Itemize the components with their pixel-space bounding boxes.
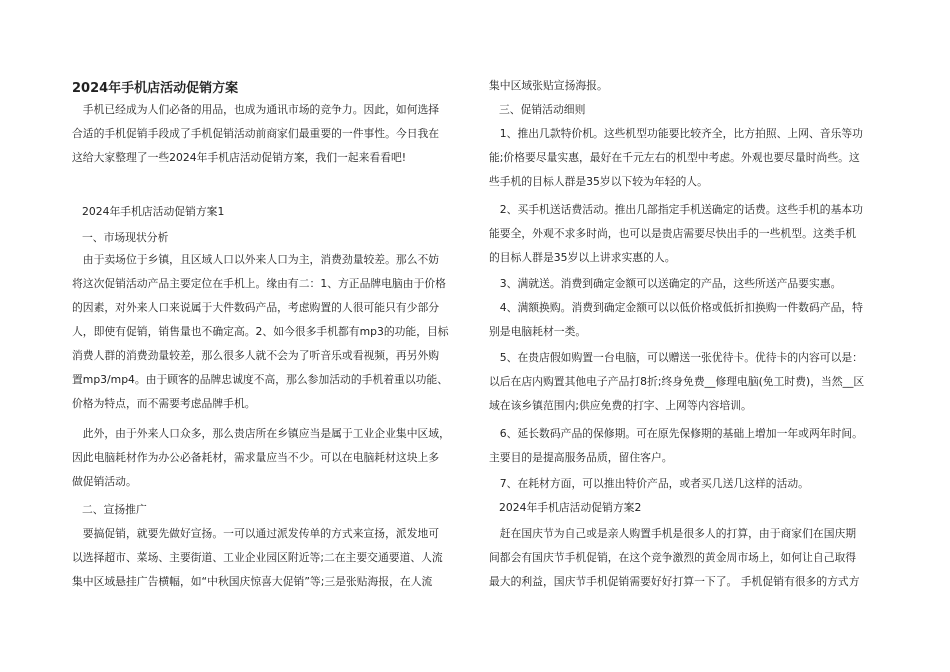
section-heading-promotion bbox=[82, 498, 147, 522]
text-line: 最大的利益，国庆节手机促销需要好好打算一下了。 手机促销有很多的方式方 bbox=[489, 575, 860, 588]
text-line: 此外，由于外来人口众多，那么贵店所在乡镇应当是属于工业企业集中区域， bbox=[72, 427, 450, 440]
heading-text: 一、市场现状分析 bbox=[82, 231, 169, 244]
text-line: 要搞促销，就要先做好宣扬。一可以通过派发传单的方式来宣扬，派发地可 bbox=[72, 527, 440, 540]
document-title: 2024年手机店活动促销方案 bbox=[72, 81, 239, 96]
heading-text: 2024年手机店活动促销方案2 bbox=[499, 501, 642, 514]
rule-4-paragraph bbox=[489, 296, 863, 344]
consumables-paragraph bbox=[72, 422, 450, 494]
text-line: 价格为特点，而不需要考虑品牌手机。 bbox=[72, 397, 256, 410]
text-line: 做促销活动。 bbox=[72, 475, 137, 488]
rule-6-paragraph bbox=[489, 422, 863, 470]
text-line: 6、延长数码产品的保修期。可在原先保修期的基础上增加一年或两年时间。 bbox=[489, 427, 863, 440]
text-line: 手机已经成为人们必备的用品，也成为通讯市场的竞争力。因此，如何选择 bbox=[72, 103, 440, 116]
text-line: 2、买手机送话费活动。推出几部指定手机送确定的话费。这些手机的基本功 bbox=[489, 203, 863, 216]
promotion-paragraph bbox=[72, 522, 443, 594]
section-heading-plan-1 bbox=[82, 200, 224, 224]
text-line: 集中区域悬挂广告横幅，如“中秋国庆惊喜大促销”等;三是张贴海报，在人流 bbox=[72, 575, 433, 588]
text-line: 消费人群的消费劲量较差，那么很多人就不会为了听音乐或看视频，再另外购 bbox=[72, 349, 440, 362]
rule-5-paragraph bbox=[489, 346, 864, 418]
text-line: 的目标人群是35岁以上讲求实惠的人。 bbox=[489, 251, 676, 264]
section-heading-rules bbox=[499, 98, 585, 122]
text-line: 以后在店内购置其他电子产品打8折;终身免费__修理电脑(免工时费)，当然__区 bbox=[489, 375, 865, 388]
text-line: 赶在国庆节为自己或是亲人购置手机是很多人的打算，由于商家们在国庆期 bbox=[489, 527, 857, 540]
rule-7-paragraph bbox=[489, 472, 809, 496]
text-line: 集中区域张贴宣扬海报。 bbox=[489, 79, 608, 92]
text-line: 间都会有国庆节手机促销，在这个竞争激烈的黄金周市场上，如何让自己取得 bbox=[489, 551, 857, 564]
text-line: 别是电脑耗材一类。 bbox=[489, 325, 587, 338]
section-heading-market bbox=[82, 226, 168, 250]
text-line: 的因素，对外来人口来说属于大件数码产品，考虑购置的人很可能只有少部分 bbox=[72, 301, 440, 314]
heading-text: 二、宣扬推广 bbox=[82, 503, 147, 516]
text-line: 因此电脑耗材作为办公必备耗材，需求量应当不少。可以在电脑耗材这块上多 bbox=[72, 451, 440, 464]
text-line: 7、在耗材方面，可以推出特价产品，或者买几送几这样的活动。 bbox=[489, 477, 809, 490]
text-line: 些手机的目标人群是35岁以下较为年轻的人。 bbox=[489, 175, 708, 188]
rule-3-paragraph bbox=[489, 272, 841, 296]
text-line: 人，即使有促销，销售量也不确定高。2、如今很多手机都有mp3的功能，目标 bbox=[72, 325, 449, 338]
text-line: 由于卖场位于乡镇，且区域人口以外来人口为主，消费劲量较差。那么不妨 bbox=[72, 253, 440, 266]
text-line: 5、在贵店假如购置一台电脑，可以赠送一张优待卡。优待卡的内容可以是： bbox=[489, 351, 863, 364]
text-line: 这给大家整理了一些2024年手机店活动促销方案，我们一起来看看吧! bbox=[72, 151, 407, 164]
text-line: 以选择超市、菜场、主要街道、工业企业园区附近等;二在主要交通要道、人流 bbox=[72, 551, 443, 564]
text-line: 4、满额换购。消费到确定金额可以以低价格或低折扣换购一件数码产品，特 bbox=[489, 301, 863, 314]
text-line: 将这次促销活动产品主要定位在手机上。缘由有二：1、方正品牌电脑由于价格 bbox=[72, 277, 446, 290]
heading-text: 三、促销活动细则 bbox=[499, 103, 586, 116]
section-heading-plan-2 bbox=[499, 496, 641, 520]
rule-1-paragraph bbox=[489, 122, 863, 194]
text-line: 能要全，外观不求多时尚，也可以是贵店需要尽快出手的一些机型。这类手机 bbox=[489, 227, 857, 240]
text-line: 能;价格要尽量实惠，最好在千元左右的机型中考虑。外观也要尽量时尚些。这 bbox=[489, 151, 860, 164]
text-line: 3、满就送。消费到确定金额可以送确定的产品，这些所送产品要实惠。 bbox=[489, 277, 842, 290]
text-line: 主要目的是提高服务品质，留住客户。 bbox=[489, 451, 673, 464]
heading-text: 2024年手机店活动促销方案1 bbox=[82, 205, 225, 218]
plan-2-paragraph bbox=[489, 522, 860, 594]
rule-2-paragraph bbox=[489, 198, 863, 270]
continued-paragraph bbox=[489, 74, 608, 98]
market-paragraph bbox=[72, 248, 449, 416]
intro-paragraph bbox=[72, 98, 439, 170]
text-line: 1、推出几款特价机。这些机型功能要比较齐全，比方拍照、上网、音乐等功 bbox=[489, 127, 863, 140]
text-line: 合适的手机促销手段成了手机促销活动前商家们最重要的一件事性。今日我在 bbox=[72, 127, 440, 140]
text-line: 置mp3/mp4。由于顾客的品牌忠诚度不高，那么参加活动的手机着重以功能、 bbox=[72, 373, 449, 386]
text-line: 域在该乡镇范围内;供应免费的打字、上网等内容培训。 bbox=[489, 399, 752, 412]
